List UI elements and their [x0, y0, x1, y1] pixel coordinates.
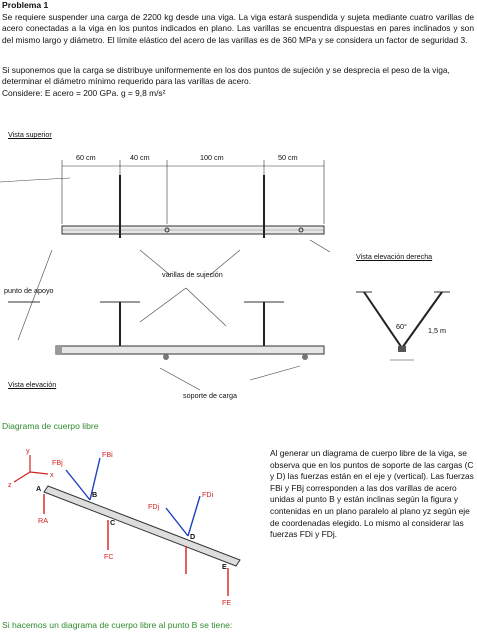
problem-statement: Se requiere suspender una carga de 2200 kg desde una viga. La viga estará suspendida y sujeta mediante cuatro varillas de acero conectadas a la viga en los puntos indicados en plano. Las varillas se encuentra dispuestas en pares inclinados y son del mismo largo y diámetro. El límite elástico del acero de las varillas es de 360 MPa y se considera un factor de seguridad 3. [2, 12, 474, 45]
force-fdi-label: FDi [202, 490, 214, 499]
problem-constants: Considere: E acero = 200 GPa. g = 9,8 m/s² [2, 88, 166, 98]
point-d: D [190, 532, 196, 541]
dimension-lines [62, 160, 324, 224]
dim-40: 40 cm [130, 153, 150, 162]
dim-100: 100 cm [200, 153, 224, 162]
force-fbj-label: FBj [52, 458, 63, 467]
axis-y: y [26, 446, 30, 455]
force-fe-label: FE [222, 598, 232, 607]
problem-title: Problema 1 [2, 0, 49, 10]
fbd-heading: Diagrama de cuerpo libre [2, 421, 99, 431]
dim-50: 50 cm [278, 153, 298, 162]
force-fbi-label: FBi [102, 450, 113, 459]
angle-label: 60° [396, 322, 407, 331]
elevation-view [8, 302, 324, 360]
fbd-footer: Si hacemos un diagrama de cuerpo libre al punto B se tiene: [2, 620, 233, 630]
axis-x: x [50, 470, 54, 479]
top-view-beam [62, 226, 324, 234]
point-e: E [222, 562, 227, 571]
point-b: B [92, 490, 98, 499]
support-point-label: punto de apoyo [4, 286, 54, 295]
right-view-label: Vista elevación derecha [356, 252, 433, 261]
axis-z: z [8, 480, 12, 489]
load-support-label: soporte de carga [183, 391, 237, 400]
reaction-ra-label: RA [38, 516, 48, 525]
length-label: 1,5 m [428, 326, 446, 335]
free-body-diagram [14, 455, 240, 596]
force-fdj-label: FDj [148, 502, 160, 511]
fbd-explanation: Al generar un diagrama de cuerpo libre de la viga, se observa que en los puntos de soporte de las cargas (C y D) las fuerzas están en el eje y (vertical). Las fuerzas FBi y FBj corresponden a las dos varillas de acero unidas al punto B y están inclinas según la figura y contenidas en un plano paralelo al plano yz según eje de coordenadas elegido. Lo mismo al considerar las fuerzas FDi y FDj. [270, 448, 474, 540]
top-view-label: Vista superior [8, 130, 52, 139]
force-fc-label: FC [104, 552, 114, 561]
elevation-label: Vista elevación [8, 380, 57, 389]
rods-label: varillas de sujeción [162, 270, 223, 279]
point-c: C [110, 518, 116, 527]
point-a: A [36, 484, 42, 493]
problem-assumption: Si suponemos que la carga se distribuye uniformemente en los dos puntos de sujeción y se desprecia el peso de la viga, determinar el diámetro mínimo requerido para las varillas de acero. [2, 65, 450, 87]
dim-60: 60 cm [76, 153, 96, 162]
